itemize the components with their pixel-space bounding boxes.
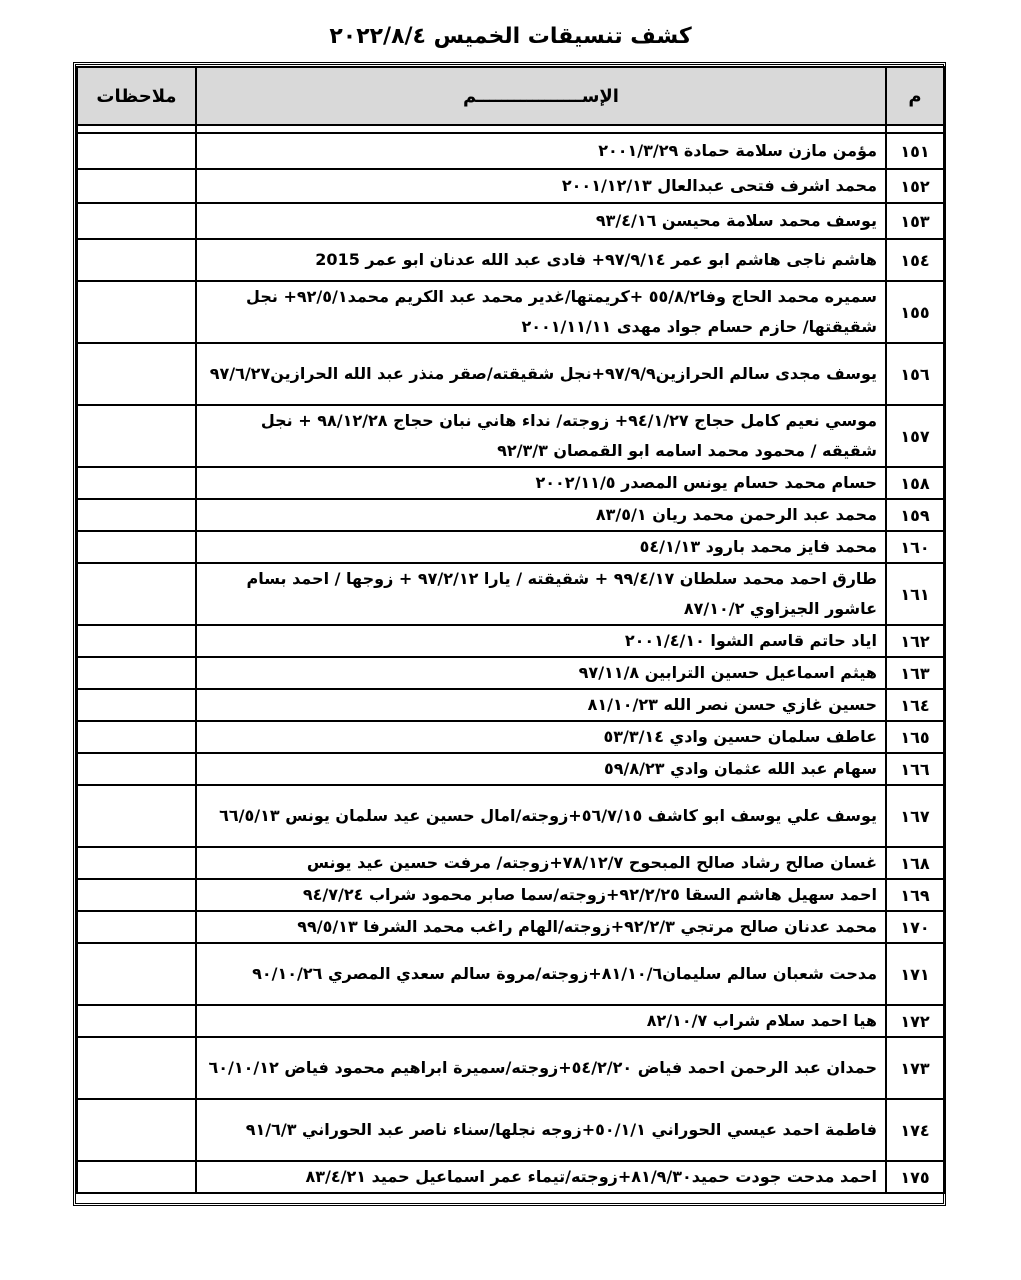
table-row <box>77 1099 944 1161</box>
row-number: ١٧١ <box>886 943 944 1005</box>
row-number: ١٦٠ <box>886 531 944 563</box>
table-header-row <box>77 67 944 125</box>
row-name: اياد حاتم قاسم الشوا ٢٠٠١/٤/١٠ <box>196 625 886 657</box>
row-notes <box>77 847 196 879</box>
row-number: ١٥٧ <box>886 405 944 467</box>
table-row <box>77 1005 944 1037</box>
row-name: موسي نعيم كامل حجاج ٩٤/١/٢٧+ زوجته/ نداء هاني نبان حجاج ٩٨/١٢/٢٨ + نجل شقيقه / محمود محمد اسامه ابو القمصان ٩٢/٣/٣ <box>196 405 886 467</box>
table-row <box>77 343 944 405</box>
row-number: ١٦٤ <box>886 689 944 721</box>
row-number: ١٦٩ <box>886 879 944 911</box>
row-name: حسين غازي حسن نصر الله ٨١/١٠/٢٣ <box>196 689 886 721</box>
table-row <box>77 169 944 203</box>
row-name: احمد سهيل هاشم السقا ٩٢/٢/٢٥+زوجته/سما صابر محمود شراب ٩٤/٧/٢٤ <box>196 879 886 911</box>
row-number: ١٥٥ <box>886 281 944 343</box>
row-name: محمد اشرف فتحى عبدالعال ٢٠٠١/١٢/١٣ <box>196 169 886 203</box>
row-notes <box>77 467 196 499</box>
row-notes <box>77 1005 196 1037</box>
row-notes <box>77 625 196 657</box>
row-name: سميره محمد الحاج وفا٥٥/٨/٢ +كريمتها/غدير محمد عبد الكريم محمد٩٢/٥/١+ نجل شقيقتها/ حازم حسام جواد مهدى ٢٠٠١/١١/١١ <box>196 281 886 343</box>
row-number: ١٥٩ <box>886 499 944 531</box>
table-row <box>77 133 944 169</box>
row-notes <box>77 203 196 239</box>
header-number: م <box>886 67 944 125</box>
table-row <box>77 1161 944 1193</box>
table-row <box>77 943 944 1005</box>
header-notes: ملاحظات <box>77 67 196 125</box>
row-name: هيا احمد سلام شراب ٨٢/١٠/٧ <box>196 1005 886 1037</box>
row-notes <box>77 879 196 911</box>
table-row <box>77 499 944 531</box>
table-row <box>77 531 944 563</box>
row-notes <box>77 343 196 405</box>
row-notes <box>77 563 196 625</box>
row-number: ١٥١ <box>886 133 944 169</box>
row-number: ١٥٤ <box>886 239 944 281</box>
table-row <box>77 281 944 343</box>
row-name: فاطمة احمد عيسي الحوراني ٥٠/١/١+زوجه نجلها/سناء ناصر عبد الحوراني ٩١/٦/٣ <box>196 1099 886 1161</box>
row-notes <box>77 943 196 1005</box>
row-name: محمد عدنان صالح مرتجي ٩٢/٢/٣+زوجته/الهام راغب محمد الشرفا ٩٩/٥/١٣ <box>196 911 886 943</box>
row-notes <box>77 911 196 943</box>
names-table <box>76 66 945 1194</box>
header-name: الإســـــــــــــــــم <box>196 67 886 125</box>
row-notes <box>77 1037 196 1099</box>
row-notes <box>77 133 196 169</box>
row-name: يوسف محمد سلامة محيسن ٩٣/٤/١٦ <box>196 203 886 239</box>
row-notes <box>77 531 196 563</box>
row-number: ١٥٨ <box>886 467 944 499</box>
row-notes <box>77 281 196 343</box>
row-notes <box>77 239 196 281</box>
row-number: ١٥٢ <box>886 169 944 203</box>
row-notes <box>77 785 196 847</box>
row-name: هيثم اسماعيل حسين الترابين ٩٧/١١/٨ <box>196 657 886 689</box>
table-row <box>77 753 944 785</box>
table-row <box>77 721 944 753</box>
table-row <box>77 657 944 689</box>
row-number: ١٧٥ <box>886 1161 944 1193</box>
row-number: ١٧٣ <box>886 1037 944 1099</box>
row-number: ١٦٥ <box>886 721 944 753</box>
row-name: يوسف مجدى سالم الحرازين٩٧/٩/٩+نجل شقيقته/صقر منذر عبد الله الحرازين٩٧/٦/٢٧ <box>196 343 886 405</box>
row-number: ١٥٦ <box>886 343 944 405</box>
table-row <box>77 563 944 625</box>
row-notes <box>77 721 196 753</box>
table-row <box>77 203 944 239</box>
row-number: ١٧٤ <box>886 1099 944 1161</box>
row-notes <box>77 689 196 721</box>
row-number: ١٦١ <box>886 563 944 625</box>
row-number: ١٦٨ <box>886 847 944 879</box>
table-row <box>77 911 944 943</box>
row-number: ١٧٢ <box>886 1005 944 1037</box>
table-row <box>77 467 944 499</box>
table-row <box>77 689 944 721</box>
row-number: ١٧٠ <box>886 911 944 943</box>
table-row <box>77 1037 944 1099</box>
row-name: حمدان عبد الرحمن احمد فياض ٥٤/٢/٢٠+زوجته/سميرة ابراهيم محمود فياض ٦٠/١٠/١٢ <box>196 1037 886 1099</box>
table-row <box>77 879 944 911</box>
table-row <box>77 625 944 657</box>
row-name: سهام عبد الله عثمان وادي ٥٩/٨/٢٣ <box>196 753 886 785</box>
table-row <box>77 785 944 847</box>
row-number: ١٦٣ <box>886 657 944 689</box>
row-number: ١٦٢ <box>886 625 944 657</box>
row-name: طارق احمد محمد سلطان ٩٩/٤/١٧ + شقيقته / يارا ٩٧/٢/١٢ + زوجها / احمد بسام عاشور الجيزاوي ٨٧/١٠/٢ <box>196 563 886 625</box>
row-notes <box>77 405 196 467</box>
row-name: هاشم ناجى هاشم ابو عمر ٩٧/٩/١٤+ فادى عبد الله عدنان ابو عمر 2015 <box>196 239 886 281</box>
row-number: ١٥٣ <box>886 203 944 239</box>
row-name: مؤمن مازن سلامة حمادة ٢٠٠١/٣/٢٩ <box>196 133 886 169</box>
page-title: كشف تنسيقات الخميس ٢٠٢٢/٨/٤ <box>329 24 692 49</box>
row-notes <box>77 1099 196 1161</box>
table-row <box>77 405 944 467</box>
row-name: عاطف سلمان حسين وادي ٥٣/٣/١٤ <box>196 721 886 753</box>
table-row <box>77 847 944 879</box>
row-notes <box>77 753 196 785</box>
row-name: حسام محمد حسام يونس المصدر ٢٠٠٢/١١/٥ <box>196 467 886 499</box>
row-name: يوسف علي يوسف ابو كاشف ٥٦/٧/١٥+زوجته/امال حسين عيد سلمان يونس ٦٦/٥/١٣ <box>196 785 886 847</box>
row-name: محمد عبد الرحمن محمد ريان ٨٣/٥/١ <box>196 499 886 531</box>
row-number: ١٦٧ <box>886 785 944 847</box>
row-notes <box>77 1161 196 1193</box>
row-notes <box>77 169 196 203</box>
table-row <box>77 239 944 281</box>
row-notes <box>77 499 196 531</box>
row-name: احمد مدحت جودت حميد٨١/٩/٣٠+زوجته/تيماء عمر اسماعيل حميد ٨٣/٤/٢١ <box>196 1161 886 1193</box>
row-number: ١٦٦ <box>886 753 944 785</box>
row-notes <box>77 657 196 689</box>
row-name: غسان صالح رشاد صالح المبحوح ٧٨/١٢/٧+زوجته/ مرفت حسين عيد يونس <box>196 847 886 879</box>
row-name: مدحت شعبان سالم سليمان٨١/١٠/٦+زوجته/مروة سالم سعدي المصري ٩٠/١٠/٢٦ <box>196 943 886 1005</box>
row-name: محمد فايز محمد بارود ٥٤/١/١٣ <box>196 531 886 563</box>
